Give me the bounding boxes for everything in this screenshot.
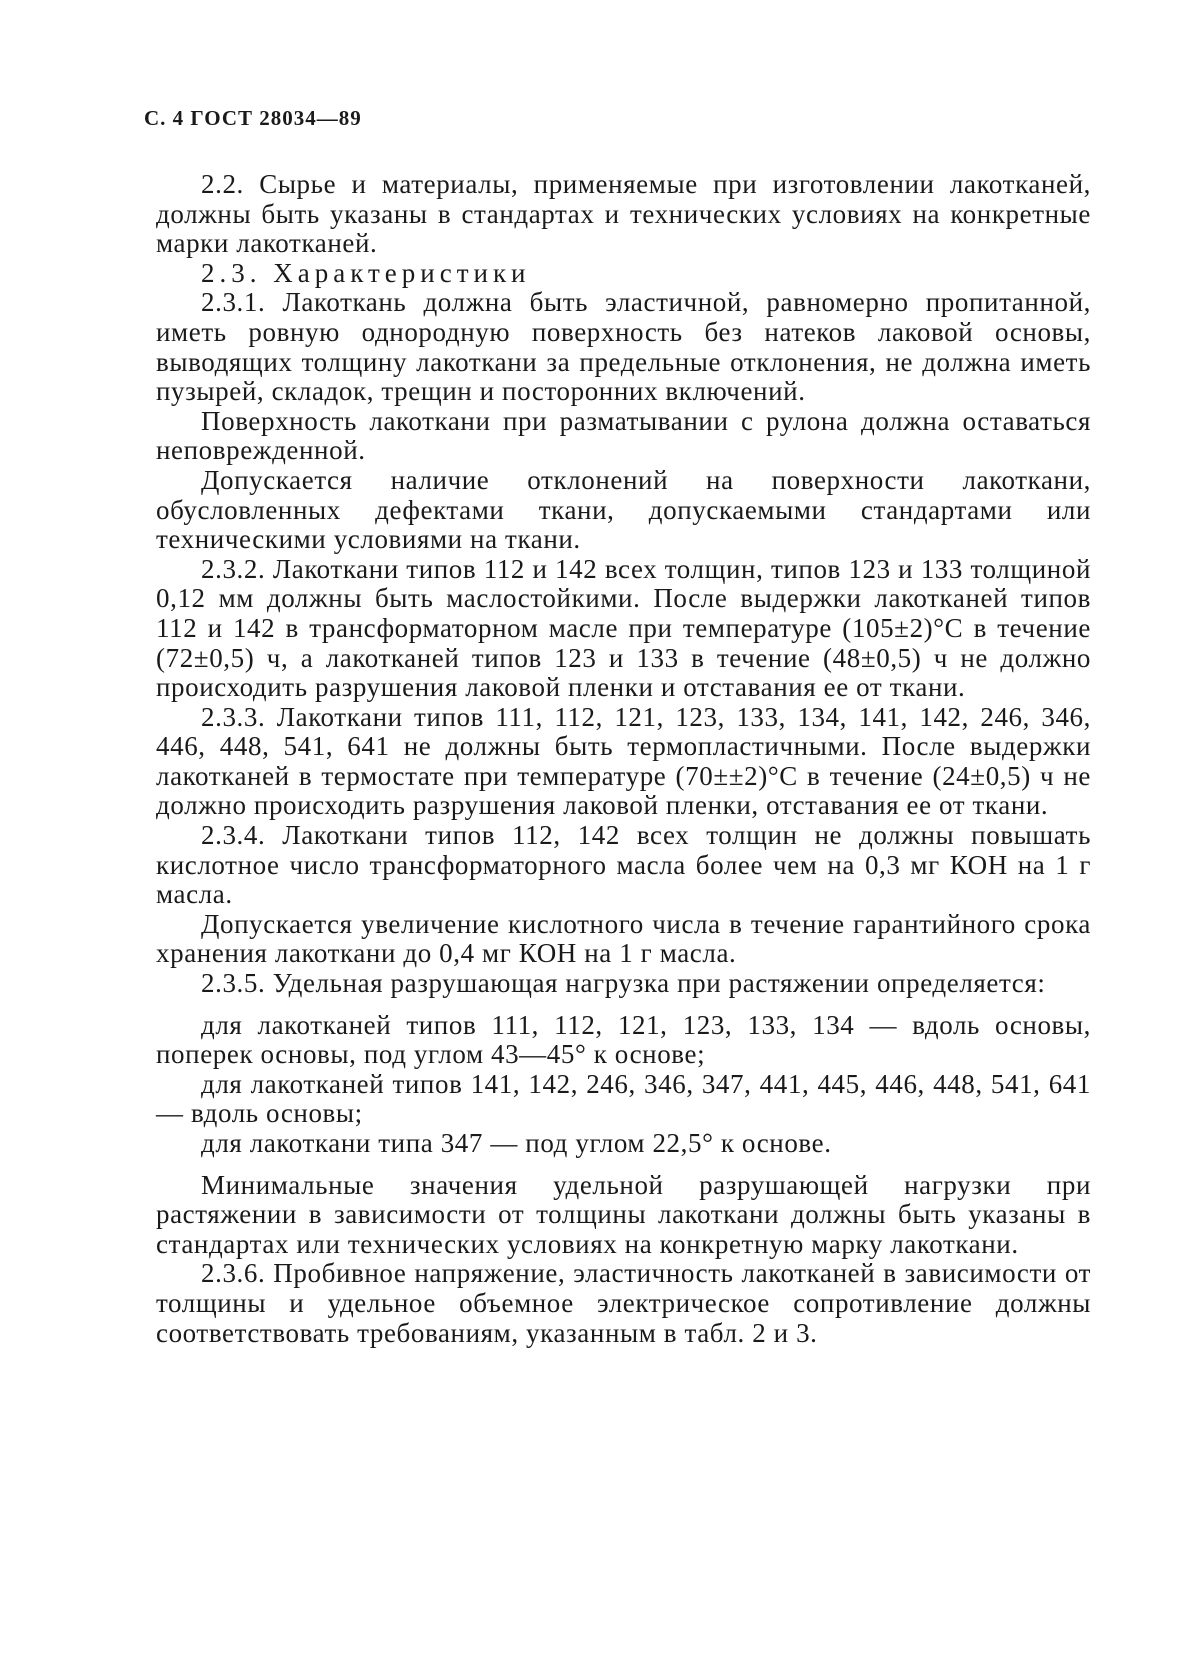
load-direction-list [156, 1011, 1091, 1159]
paragraph-2-3-1: 2.3.1. Лакоткань должна быть эластичной, равномерно пропитанной, иметь ровную однородную поверхность без натеков лаковой основы, выводящих толщину лакоткани за предельные отклонения, не должна иметь пузырей, складок, трещин и посторонних включений. [156, 287, 1091, 407]
section-heading-2-3: 2.3. Характеристики [201, 257, 531, 288]
paragraph-surface: Поверхность лакоткани при разматывании с рулона должна оставаться неповрежденной. [156, 405, 1091, 466]
paragraph-2-2: 2.2. Сырье и материалы, применяемые при изготовлении лакотканей, должны быть указаны в стандартах и технических условиях на конкретные марки лакотканей. [156, 169, 1091, 259]
paragraph-acid: Допускается увеличение кислотного числа в течение гарантийного срока хранения лакоткани до 0,4 мг КОН на 1 г масла. [156, 908, 1091, 969]
paragraph-2-3-2: 2.3.2. Лакоткани типов 112 и 142 всех толщин, типов 123 и 133 толщиной 0,12 мм должны быть маслостойкими. После выдержки лакотканей типов 112 и 142 в трансформаторном масле при температуре (105±2)°С в течение (72±0,5) ч, а лакотканей типов 123 и 133 в течение (48±0,5) ч не должно происходить разрушения лаковой пленки и отставания ее от ткани. [156, 553, 1091, 703]
list-item: для лакотканей типов 111, 112, 121, 123, 133, 134 — вдоль основы, поперек основы, под углом 43—45° к основе; [156, 1009, 1091, 1070]
paragraph-min-values: Минимальные значения удельной разрушающей нагрузки при растяжении в зависимости от толщины лакоткани должны быть указаны в стандартах или технических условиях на конкретную марку лакоткани. [156, 1169, 1091, 1259]
document-body [156, 170, 1091, 1348]
list-item: для лакоткани типа 347 — под углом 22,5° к основе. [201, 1128, 832, 1158]
paragraph-2-3-4: 2.3.4. Лакоткани типов 112, 142 всех толщин не должны повышать кислотное число трансформаторного масла более чем на 0,3 мг КОН на 1 г масла. [156, 820, 1091, 910]
paragraph-2-3-6: 2.3.6. Пробивное напряжение, эластичность лакотканей в зависимости от толщины и удельное объемное электрическое сопротивление должны соответствовать требованиям, указанным в табл. 2 и 3. [156, 1258, 1091, 1348]
paragraph-2-3-3: 2.3.3. Лакоткани типов 111, 112, 121, 123, 133, 134, 141, 142, 246, 346, 446, 448, 541, 641 не должны быть термопластичными. После выдержки лакотканей в термостате при температуре (70±±2)°С в течение (24±0,5) ч не должно происходить разрушения лаковой пленки, отставания ее от ткани. [156, 701, 1091, 821]
list-item: для лакотканей типов 141, 142, 246, 346, 347, 441, 445, 446, 448, 541, 641 — вдоль основы; [156, 1068, 1091, 1129]
page-header: С. 4 ГОСТ 28034—89 [144, 106, 362, 130]
paragraph-2-3-5: 2.3.5. Удельная разрушающая нагрузка при растяжении определяется: [201, 968, 1046, 999]
paragraph-deviations: Допускается наличие отклонений на поверхности лакоткани, обусловленных дефектами ткани, допускаемыми стандартами или техническими условиями на ткани. [156, 464, 1091, 555]
